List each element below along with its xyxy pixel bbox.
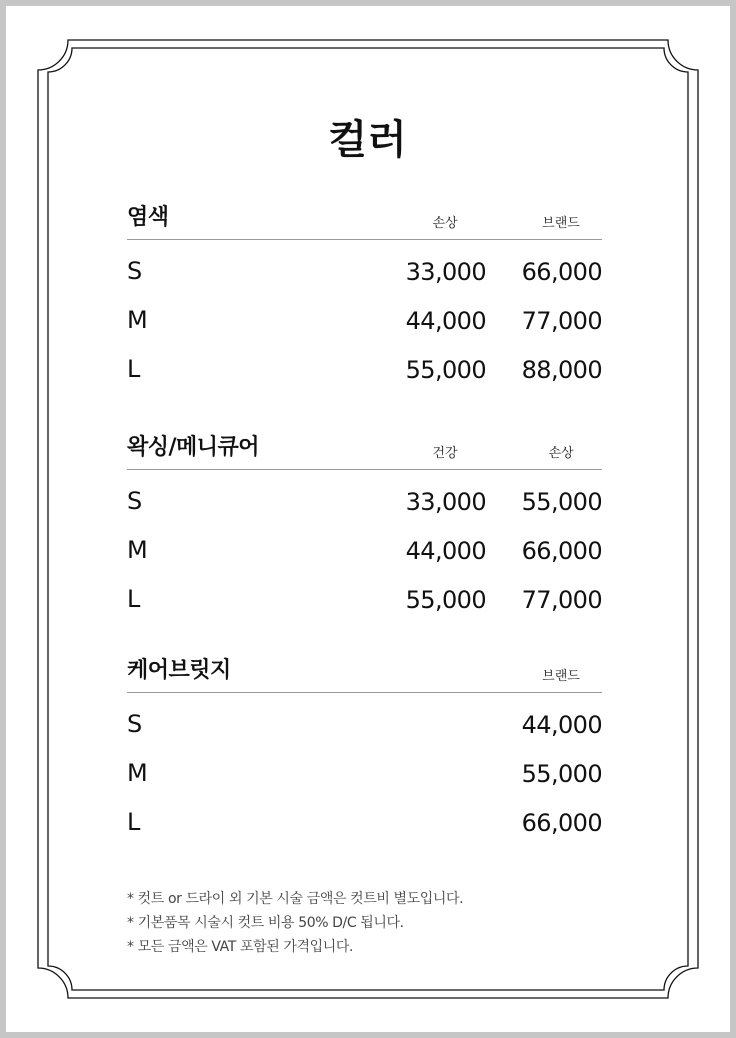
price-col2: 88,000 [521,356,602,384]
size-label: M [127,759,148,787]
size-label: L [127,355,141,383]
price-row [127,240,602,289]
price-row [127,568,602,617]
price-row [127,470,602,519]
section-dye [127,206,602,387]
price-col2: 55,000 [521,760,602,788]
price-col1: 33,000 [405,488,486,516]
price-col1: 55,000 [405,356,486,384]
price-col2: 44,000 [521,711,602,739]
footnotes [127,887,607,959]
section-header [127,206,602,240]
section-header [127,659,602,693]
size-label: L [127,585,141,613]
footnote: * 기본품목 시술시 컷트 비용 50% D/C 됩니다. [127,915,404,931]
column-header-2: 브랜드 [542,669,580,684]
price-col2: 66,000 [521,258,602,286]
price-row [127,289,602,338]
price-row [127,791,602,840]
column-header-1: 건강 [432,446,458,461]
price-col2: 66,000 [521,809,602,837]
size-label: M [127,536,148,564]
column-header-1: 손상 [432,216,458,231]
page-title: 컬러 [328,117,408,163]
size-label: M [127,306,148,334]
price-col1: 55,000 [405,586,486,614]
price-row [127,338,602,387]
section-care-bridge [127,659,602,840]
price-col2: 77,000 [521,307,602,335]
size-label: S [127,487,143,515]
price-row [127,742,602,791]
column-header-2: 브랜드 [542,216,580,231]
price-row [127,693,602,742]
section-title: 염색 [127,205,169,230]
size-label: S [127,257,143,285]
price-col1: 44,000 [405,307,486,335]
price-col1: 33,000 [405,258,486,286]
footnote: * 모든 금액은 VAT 포함된 가격입니다. [127,939,354,955]
section-title: 왁싱/메니큐어 [127,435,260,460]
price-col2: 66,000 [521,537,602,565]
footnote: * 컷트 or 드라이 외 기본 시술 금액은 컷트비 별도입니다. [127,891,464,907]
price-col2: 55,000 [521,488,602,516]
price-col1: 44,000 [405,537,486,565]
column-header-2: 손상 [548,446,574,461]
section-title: 케어브릿지 [127,658,231,683]
size-label: L [127,808,141,836]
price-col2: 77,000 [521,586,602,614]
section-header [127,436,602,470]
price-row [127,519,602,568]
size-label: S [127,710,143,738]
section-waxing-manicure [127,436,602,617]
